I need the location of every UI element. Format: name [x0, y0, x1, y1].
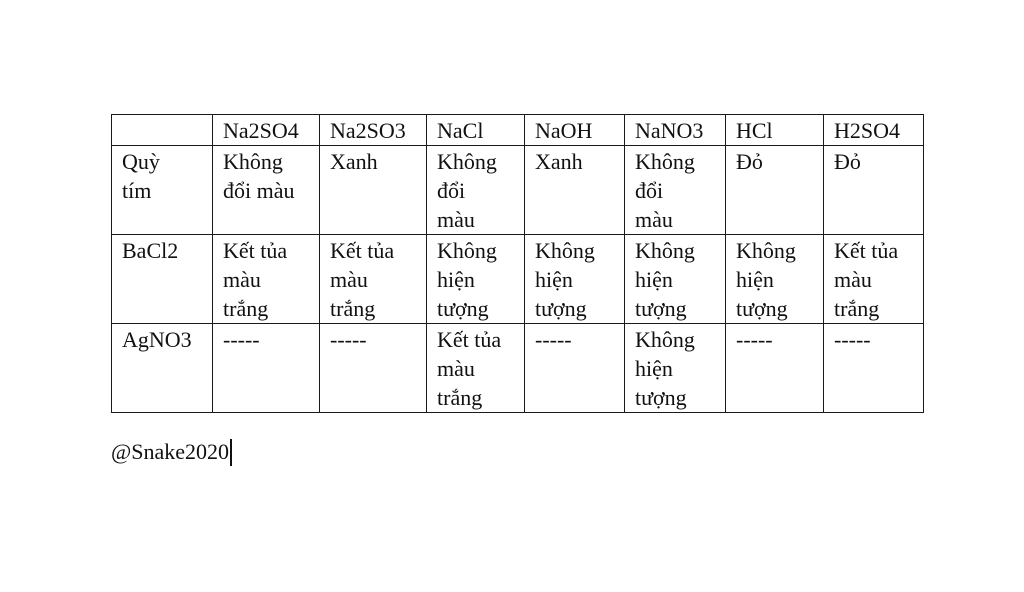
header-cell: Na2SO4: [213, 115, 320, 146]
signature-line[interactable]: [111, 437, 232, 467]
table-cell: Đỏ: [824, 146, 924, 235]
header-cell: NaOH: [525, 115, 625, 146]
text-cursor: [230, 439, 232, 466]
reagent-table: [111, 114, 924, 413]
table-row: [112, 324, 924, 413]
table-cell: Không đổi màu: [213, 146, 320, 235]
signature-text: @Snake2020: [111, 439, 230, 464]
table-cell: Kết tủa màu trắng: [427, 324, 525, 413]
table-cell: -----: [525, 324, 625, 413]
table-cell: Không hiện tượng: [625, 324, 726, 413]
table-cell: Không hiện tượng: [427, 235, 525, 324]
table-cell: Không hiện tượng: [625, 235, 726, 324]
header-cell: [112, 115, 213, 146]
table-cell: -----: [320, 324, 427, 413]
header-cell: HCl: [726, 115, 824, 146]
table-cell: Không hiện tượng: [726, 235, 824, 324]
table-cell: Không đổi màu: [427, 146, 525, 235]
row-label-cell: BaCl2: [112, 235, 213, 324]
row-label-cell: Quỳ tím: [112, 146, 213, 235]
table-row: [112, 146, 924, 235]
header-cell: NaCl: [427, 115, 525, 146]
table-cell: Không đổi màu: [625, 146, 726, 235]
table-cell: Kết tủa màu trắng: [320, 235, 427, 324]
table-cell: Đỏ: [726, 146, 824, 235]
table-cell: -----: [824, 324, 924, 413]
header-cell: H2SO4: [824, 115, 924, 146]
table-cell: Xanh: [525, 146, 625, 235]
header-cell: NaNO3: [625, 115, 726, 146]
table-cell: -----: [213, 324, 320, 413]
table-cell: Kết tủa màu trắng: [213, 235, 320, 324]
table-row: [112, 235, 924, 324]
table-cell: Kết tủa màu trắng: [824, 235, 924, 324]
header-cell: Na2SO3: [320, 115, 427, 146]
table-header-row: [112, 115, 924, 146]
row-label-cell: AgNO3: [112, 324, 213, 413]
table-cell: Xanh: [320, 146, 427, 235]
table-cell: -----: [726, 324, 824, 413]
table-cell: Không hiện tượng: [525, 235, 625, 324]
